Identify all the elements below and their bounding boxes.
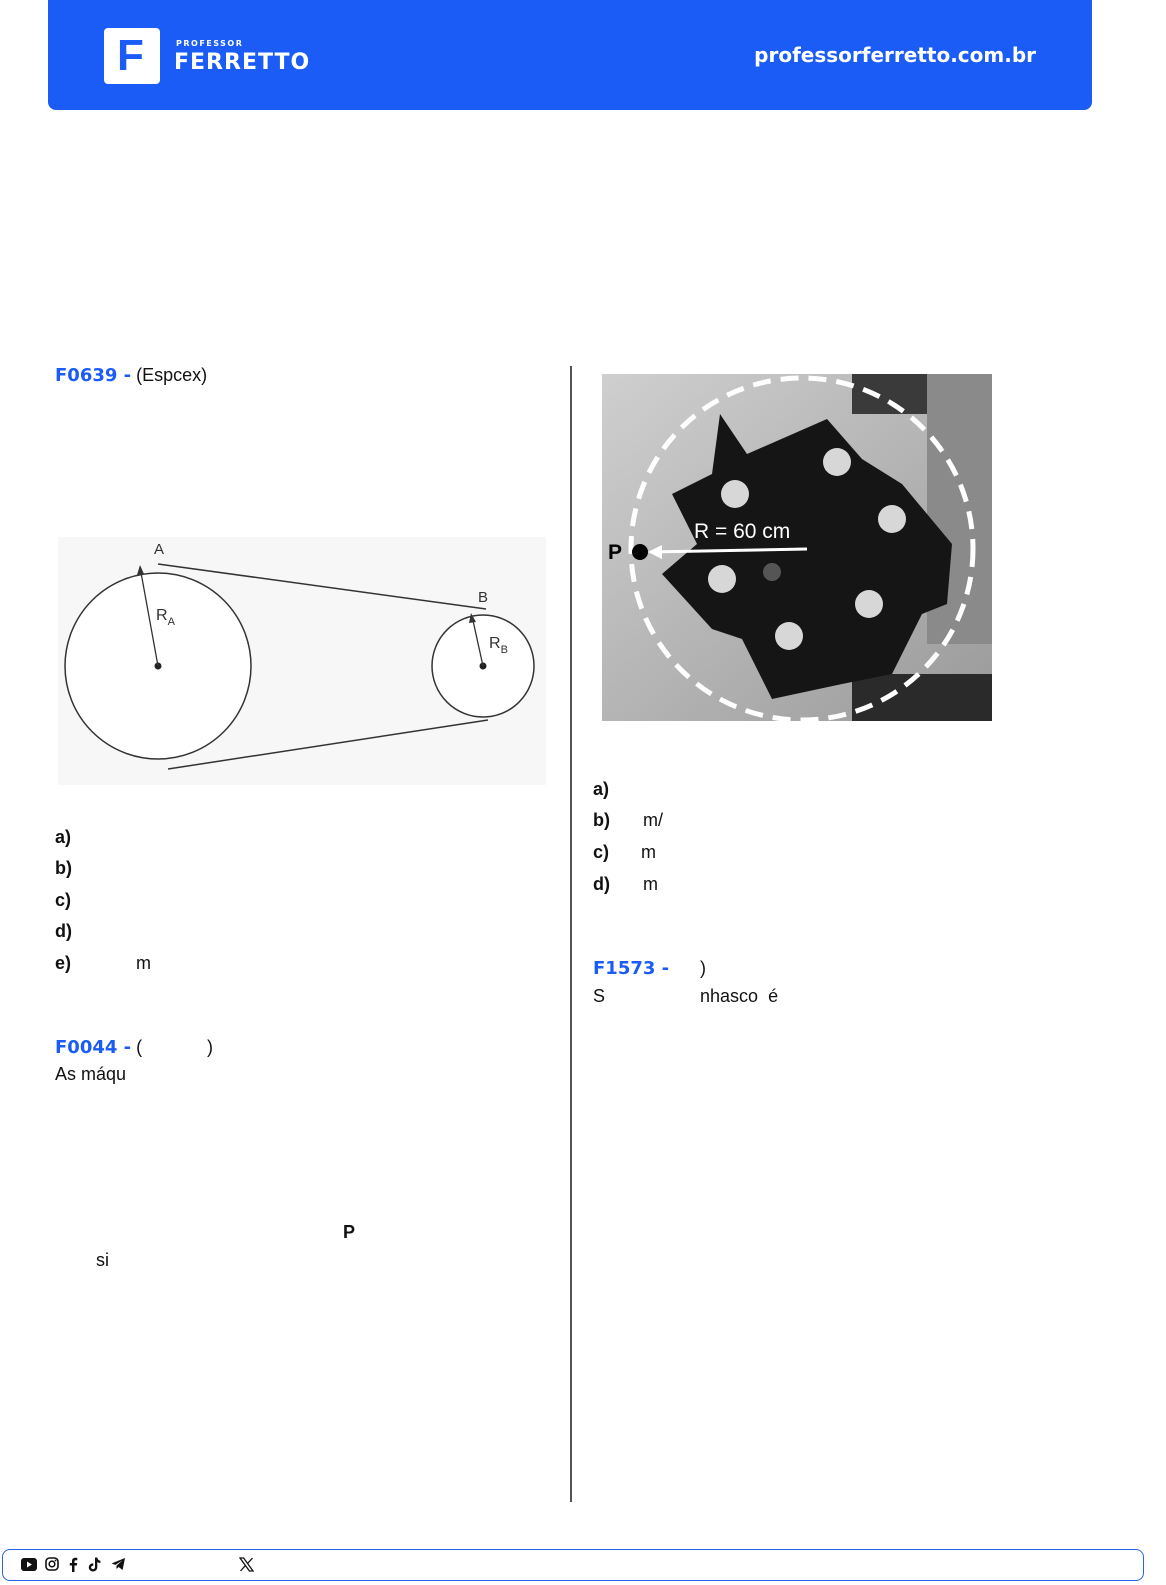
question-code: F0639 - xyxy=(55,365,132,386)
option-d[interactable]: d) xyxy=(55,921,72,941)
option-a[interactable]: a) xyxy=(55,827,72,847)
question-text-line: si xyxy=(96,1250,109,1270)
question-code: F0044 - xyxy=(55,1037,132,1058)
pulley-diagram xyxy=(58,537,546,785)
social-footer xyxy=(2,1549,1144,1581)
question-code: F1573 - xyxy=(593,958,670,979)
option-c-text: m xyxy=(641,842,656,862)
logo-icon xyxy=(104,28,160,84)
instagram-icon[interactable] xyxy=(45,1557,59,1571)
question-source: (Espcex) xyxy=(136,365,208,385)
youtube-icon[interactable] xyxy=(21,1558,37,1571)
question-text-line: S nhasco é xyxy=(593,986,779,1006)
option-d[interactable]: d) xyxy=(593,874,610,894)
question-header-f1573 xyxy=(593,958,669,979)
option-b[interactable]: b) xyxy=(55,858,72,878)
question-header-f0044 xyxy=(55,1037,142,1058)
x-icon[interactable] xyxy=(239,1557,254,1572)
question-source-open: ( xyxy=(136,1037,143,1057)
option-c[interactable]: c) xyxy=(55,890,72,910)
option-a[interactable]: a) xyxy=(593,779,610,799)
logo-subtitle: PROFESSOR xyxy=(176,39,244,48)
option-e-text: m xyxy=(136,953,151,973)
column-divider xyxy=(570,366,572,1502)
question-source-close: ) xyxy=(207,1037,213,1057)
star-wheel-photo xyxy=(602,374,992,721)
logo-letter: F xyxy=(117,31,144,80)
option-e[interactable]: e) xyxy=(55,953,72,973)
radius-label: R = 60 cm xyxy=(694,520,791,543)
option-b[interactable]: b) xyxy=(593,810,610,830)
option-c[interactable]: c) xyxy=(593,842,610,862)
point-p-figure-label: P xyxy=(608,541,623,564)
label-b: B xyxy=(478,589,489,606)
facebook-icon[interactable] xyxy=(68,1557,78,1572)
point-p xyxy=(632,544,648,560)
radius-b-label: $R_B$ xyxy=(489,635,508,656)
point-p-label: P xyxy=(343,1222,356,1242)
logo-title: FERRETTO xyxy=(174,50,311,75)
question-header-f0639 xyxy=(55,365,207,386)
page-header xyxy=(48,0,1092,110)
option-d-text: m xyxy=(643,874,658,894)
telegram-icon[interactable] xyxy=(111,1557,126,1571)
option-b-text: m/ xyxy=(643,810,663,830)
label-a: A xyxy=(154,541,165,558)
site-url[interactable]: professorferretto.com.br xyxy=(754,43,1036,67)
question-source-close: ) xyxy=(700,958,706,978)
radius-a-label: $R_A$ xyxy=(156,607,175,628)
question-text-line: As máqu xyxy=(55,1064,127,1084)
tiktok-icon[interactable] xyxy=(88,1557,101,1572)
